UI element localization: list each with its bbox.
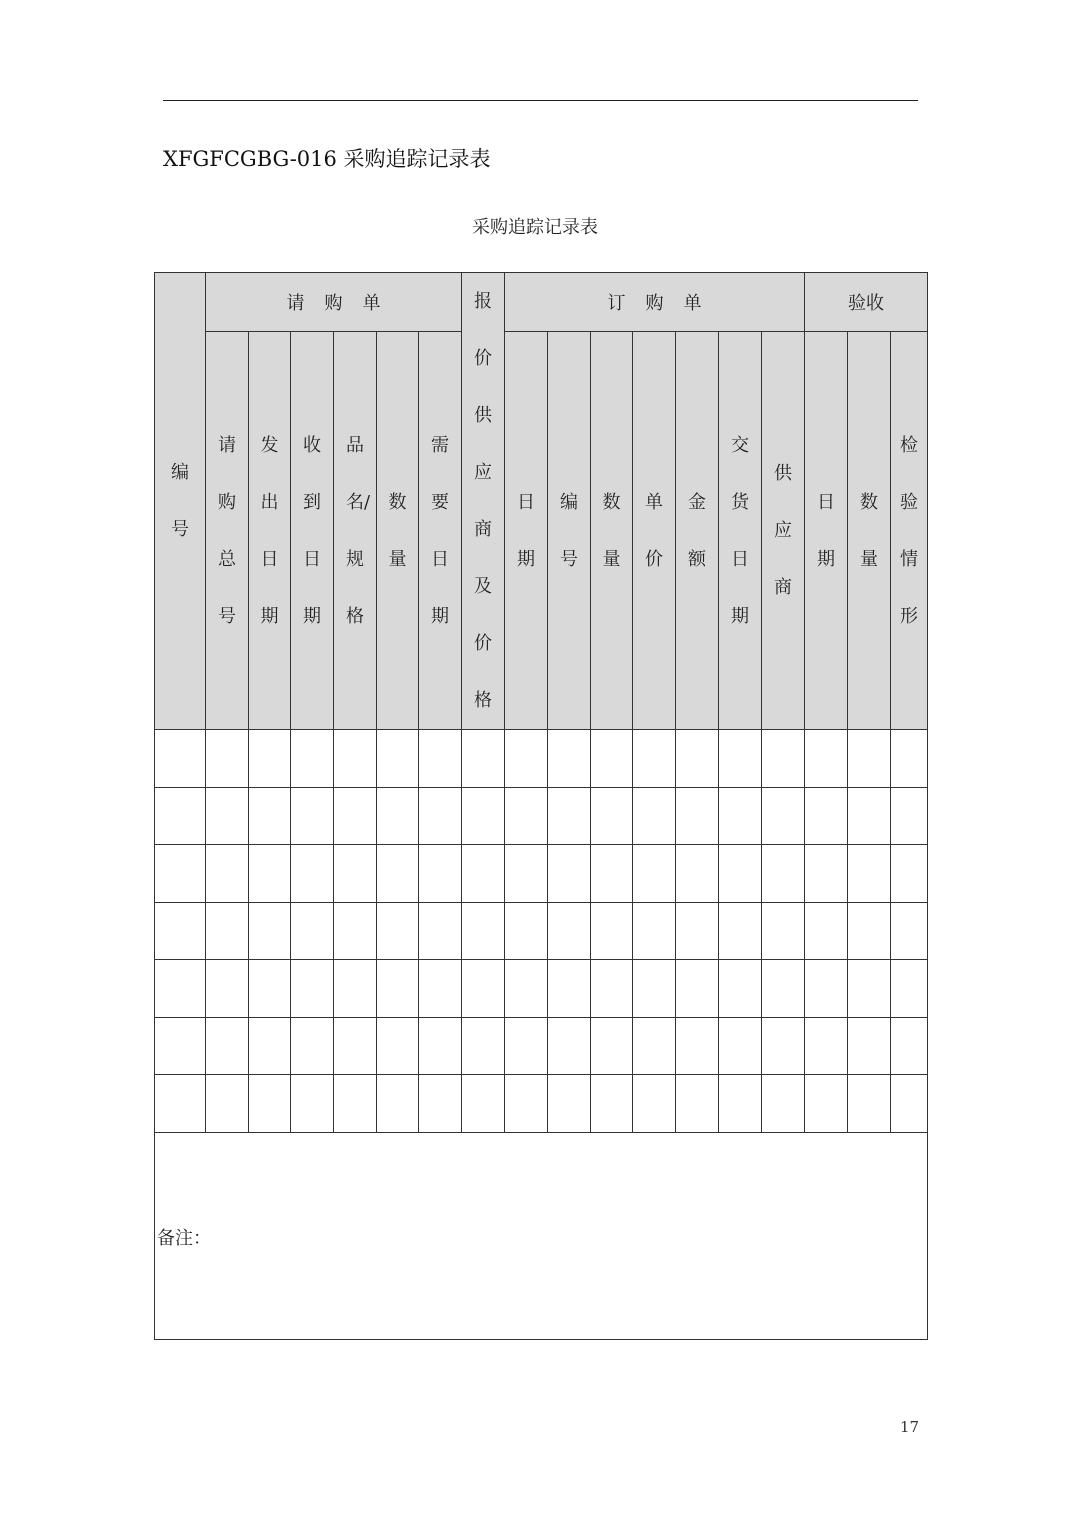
table-cell[interactable] [462, 1017, 505, 1075]
table-row [155, 730, 928, 788]
table-cell[interactable] [155, 845, 206, 903]
table-cell[interactable] [548, 787, 591, 845]
table-cell[interactable] [891, 845, 928, 903]
column-header [633, 332, 676, 730]
table-cell[interactable] [591, 902, 633, 960]
table-cell[interactable] [891, 1075, 928, 1133]
table-cell[interactable] [762, 1017, 805, 1075]
quote-supplier-header-label: 报价供应商及价格 [474, 291, 492, 711]
column-header [377, 332, 419, 730]
table-cell[interactable] [419, 787, 462, 845]
table-cell[interactable] [155, 787, 206, 845]
table-cell[interactable] [419, 845, 462, 903]
purchase-tracking-table [154, 272, 928, 1340]
column-header [719, 332, 762, 730]
table-cell[interactable] [676, 845, 719, 903]
table-cell[interactable] [505, 960, 548, 1018]
table-cell[interactable] [633, 902, 676, 960]
table-cell[interactable] [676, 730, 719, 788]
column-header-label: 交货日期 [731, 434, 749, 627]
table-cell[interactable] [155, 730, 206, 788]
table-cell[interactable] [633, 787, 676, 845]
table-cell[interactable] [206, 730, 249, 788]
table-cell[interactable] [891, 730, 928, 788]
table-cell[interactable] [633, 845, 676, 903]
table-cell[interactable] [762, 960, 805, 1018]
page-number: 17 [900, 1418, 920, 1436]
table-cell[interactable] [762, 902, 805, 960]
table-cell[interactable] [676, 960, 719, 1018]
table-cell[interactable] [206, 1017, 249, 1075]
column-header-label: 供应商 [774, 463, 793, 599]
table-cell[interactable] [719, 1017, 762, 1075]
table-cell[interactable] [462, 960, 505, 1018]
table-cell[interactable] [334, 787, 377, 845]
table-cell[interactable] [719, 845, 762, 903]
table-cell[interactable] [719, 1075, 762, 1133]
table-cell[interactable] [419, 730, 462, 788]
column-header-label: 品名/规格 [346, 434, 371, 627]
table-cell[interactable] [419, 1017, 462, 1075]
table-cell[interactable] [505, 730, 548, 788]
table-cell[interactable] [377, 960, 419, 1018]
column-header [591, 332, 633, 730]
table-cell[interactable] [377, 845, 419, 903]
table-cell[interactable] [719, 902, 762, 960]
table-cell[interactable] [377, 1017, 419, 1075]
column-header [891, 332, 928, 730]
table-cell[interactable] [291, 730, 334, 788]
table-cell[interactable] [805, 1017, 848, 1075]
table-cell[interactable] [462, 845, 505, 903]
table-row [155, 960, 928, 1018]
order-group-label: 订购单 [607, 293, 722, 315]
table-cell[interactable] [676, 902, 719, 960]
table-cell[interactable] [848, 787, 891, 845]
table-cell[interactable] [249, 1075, 291, 1133]
table-cell[interactable] [676, 1075, 719, 1133]
table-cell[interactable] [291, 845, 334, 903]
table-cell[interactable] [419, 960, 462, 1018]
table-cell[interactable] [206, 787, 249, 845]
column-header [334, 332, 377, 730]
column-header [291, 332, 334, 730]
table-cell[interactable] [762, 787, 805, 845]
table-cell[interactable] [676, 1017, 719, 1075]
table-cell[interactable] [848, 960, 891, 1018]
table-row [155, 902, 928, 960]
table-cell[interactable] [591, 845, 633, 903]
table-cell[interactable] [334, 845, 377, 903]
table-cell[interactable] [377, 787, 419, 845]
table-cell[interactable] [155, 1017, 206, 1075]
remarks-cell[interactable] [155, 1132, 928, 1339]
table-cell[interactable] [377, 1075, 419, 1133]
table-cell[interactable] [377, 730, 419, 788]
table-cell[interactable] [548, 902, 591, 960]
table-cell[interactable] [891, 902, 928, 960]
column-header-label: 日期 [517, 491, 535, 570]
column-header [206, 332, 249, 730]
table-cell[interactable] [334, 960, 377, 1018]
table-cell[interactable] [505, 787, 548, 845]
table-cell[interactable] [719, 960, 762, 1018]
table-cell[interactable] [805, 730, 848, 788]
table-cell[interactable] [249, 902, 291, 960]
column-header-label: 单价 [645, 491, 663, 570]
table-cell[interactable] [848, 730, 891, 788]
column-header-label: 数量 [860, 491, 879, 570]
table-cell[interactable] [206, 960, 249, 1018]
column-header [762, 332, 805, 730]
table-cell[interactable] [462, 787, 505, 845]
table-cell[interactable] [249, 730, 291, 788]
table-cell[interactable] [848, 1017, 891, 1075]
table-cell[interactable] [206, 1075, 249, 1133]
table-cell[interactable] [548, 845, 591, 903]
quote-supplier-header [462, 273, 505, 730]
table-cell[interactable] [548, 730, 591, 788]
requisition-group-label: 请购单 [286, 293, 401, 315]
table-cell[interactable] [334, 1075, 377, 1133]
table-cell[interactable] [848, 845, 891, 903]
column-header-label: 编号 [560, 491, 578, 570]
table-cell[interactable] [505, 1017, 548, 1075]
table-cell[interactable] [762, 1075, 805, 1133]
column-header-label: 收到日期 [303, 434, 321, 627]
table-cell[interactable] [334, 1017, 377, 1075]
requisition-group-header [206, 273, 462, 332]
column-header-label: 检验情形 [900, 434, 919, 627]
table-cell[interactable] [719, 787, 762, 845]
table-cell[interactable] [805, 902, 848, 960]
table-cell[interactable] [891, 787, 928, 845]
table-cell[interactable] [848, 1075, 891, 1133]
column-header [249, 332, 291, 730]
column-header-label: 需要日期 [431, 434, 449, 627]
table-cell[interactable] [805, 960, 848, 1018]
column-header [548, 332, 591, 730]
table-row [155, 787, 928, 845]
table-cell[interactable] [591, 1075, 633, 1133]
table-cell[interactable] [676, 787, 719, 845]
table-cell[interactable] [155, 960, 206, 1018]
table-cell[interactable] [505, 845, 548, 903]
column-header-label: 日期 [817, 491, 836, 570]
table-cell[interactable] [848, 902, 891, 960]
column-header [805, 332, 848, 730]
table-cell[interactable] [334, 730, 377, 788]
table-cell[interactable] [291, 1075, 334, 1133]
table-cell[interactable] [591, 787, 633, 845]
column-header [848, 332, 891, 730]
order-group-header [505, 273, 805, 332]
table-cell[interactable] [633, 1075, 676, 1133]
table-cell[interactable] [805, 845, 848, 903]
table-cell[interactable] [155, 902, 206, 960]
table-cell[interactable] [291, 1017, 334, 1075]
acceptance-group-header [805, 273, 928, 332]
table-caption: 采购追踪记录表 [472, 217, 598, 238]
column-header-label: 数量 [388, 491, 407, 570]
table-cell[interactable] [505, 902, 548, 960]
table-cell[interactable] [891, 960, 928, 1018]
table-cell[interactable] [206, 845, 249, 903]
table-cell[interactable] [419, 1075, 462, 1133]
serial-number-header [155, 273, 206, 730]
column-header-label: 金额 [688, 491, 706, 570]
column-header [676, 332, 719, 730]
table-cell[interactable] [334, 902, 377, 960]
table-cell[interactable] [462, 730, 505, 788]
table-cell[interactable] [206, 902, 249, 960]
table-cell[interactable] [805, 787, 848, 845]
table-cell[interactable] [762, 845, 805, 903]
table-row [155, 1075, 928, 1133]
table-cell[interactable] [291, 960, 334, 1018]
remarks-label: 备注： [157, 1227, 211, 1249]
table-cell[interactable] [249, 960, 291, 1018]
table-cell[interactable] [155, 1075, 206, 1133]
table-cell[interactable] [719, 730, 762, 788]
table-cell[interactable] [762, 730, 805, 788]
table-cell[interactable] [891, 1017, 928, 1075]
table-cell[interactable] [419, 902, 462, 960]
table-cell[interactable] [633, 1017, 676, 1075]
table-cell[interactable] [462, 902, 505, 960]
table-row [155, 845, 928, 903]
table-cell[interactable] [591, 730, 633, 788]
column-header-label: 请购总号 [218, 434, 236, 627]
header-rule [163, 100, 918, 101]
document-title: XFGFCGBG-016 采购追踪记录表 [163, 147, 491, 171]
table-cell[interactable] [505, 1075, 548, 1133]
table-cell[interactable] [633, 960, 676, 1018]
data-rows [155, 730, 928, 1133]
table-cell[interactable] [291, 902, 334, 960]
table-cell[interactable] [249, 845, 291, 903]
column-header [419, 332, 462, 730]
table-cell[interactable] [291, 787, 334, 845]
table-cell[interactable] [249, 1017, 291, 1075]
column-header-label: 数量 [602, 491, 621, 570]
table-cell[interactable] [462, 1075, 505, 1133]
table-cell[interactable] [377, 902, 419, 960]
table-cell[interactable] [591, 1017, 633, 1075]
acceptance-group-label: 验收 [848, 293, 885, 315]
table-cell[interactable] [249, 787, 291, 845]
column-header [505, 332, 548, 730]
table-cell[interactable] [548, 960, 591, 1018]
column-header-label: 发出日期 [260, 434, 279, 627]
table-row [155, 1017, 928, 1075]
table-cell[interactable] [548, 1017, 591, 1075]
table-cell[interactable] [633, 730, 676, 788]
table-cell[interactable] [591, 960, 633, 1018]
serial-number-header-label: 编号 [171, 462, 189, 540]
table-cell[interactable] [805, 1075, 848, 1133]
table-cell[interactable] [548, 1075, 591, 1133]
